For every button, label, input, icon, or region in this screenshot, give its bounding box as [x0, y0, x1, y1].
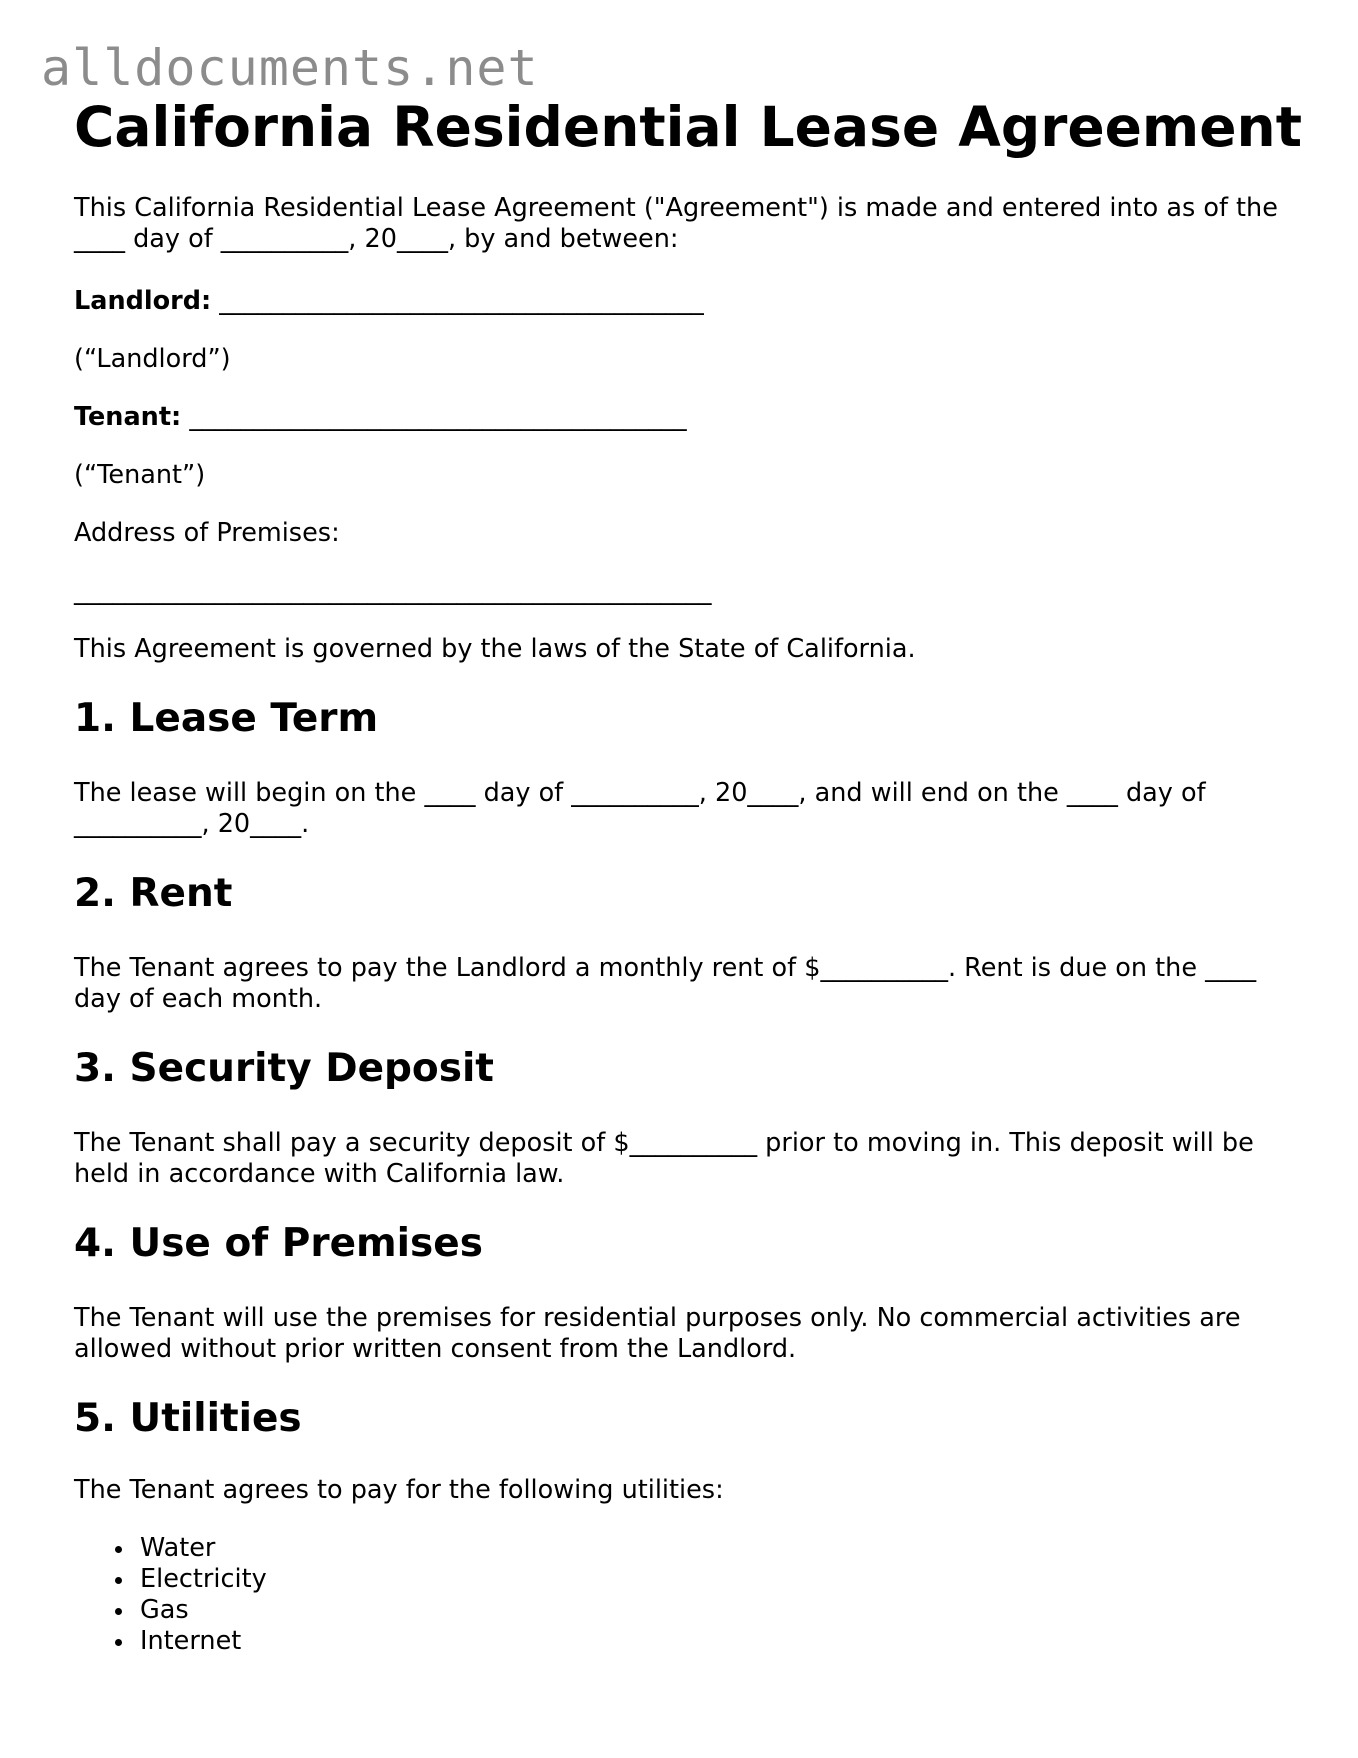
section-heading-use-of-premises: 4. Use of Premises: [74, 1221, 483, 1266]
list-item: Internet: [140, 1626, 267, 1657]
landlord-label: Landlord:: [74, 286, 212, 316]
section-body-security-deposit: The Tenant shall pay a security deposit of $__________ prior to moving in. This deposit will be held in accordance with California law.: [74, 1128, 1254, 1189]
section-heading-security-deposit: 3. Security Deposit: [74, 1046, 494, 1091]
premises-blank: __________________________________________________: [74, 576, 712, 606]
section-heading-lease-term: 1. Lease Term: [74, 696, 379, 741]
utilities-list: [74, 1533, 267, 1657]
section-heading-rent: 2. Rent: [74, 871, 233, 916]
tenant-line: [74, 402, 1294, 433]
list-item: Gas: [140, 1595, 267, 1626]
landlord-line: [74, 286, 1294, 317]
premises-label: Address of Premises:: [74, 518, 340, 548]
intro-paragraph: This California Residential Lease Agreement ("Agreement") is made and entered into as of the ____ day of __________, 20____, by and between:: [74, 193, 1278, 254]
watermark: alldocuments.net: [41, 39, 539, 97]
landlord-designation: (“Landlord”): [74, 344, 231, 374]
tenant-designation: (“Tenant”): [74, 460, 206, 490]
landlord-blank: ______________________________________: [211, 286, 704, 316]
section-body-lease-term: The lease will begin on the ____ day of __________, 20____, and will end on the ____ day of __________, 20____.: [74, 778, 1206, 839]
tenant-label: Tenant:: [74, 402, 182, 432]
section-body-utilities: The Tenant agrees to pay for the following utilities:: [74, 1475, 724, 1505]
tenant-blank: _______________________________________: [181, 402, 687, 432]
list-item: Water: [140, 1533, 267, 1564]
section-heading-utilities: 5. Utilities: [74, 1396, 302, 1441]
section-body-rent: The Tenant agrees to pay the Landlord a monthly rent of $__________. Rent is due on the ____ day of each month.: [74, 953, 1257, 1014]
document-title: California Residential Lease Agreement: [74, 95, 1302, 159]
section-body-use-of-premises: The Tenant will use the premises for residential purposes only. No commercial activities are allowed without prior written consent from the Landlord.: [74, 1303, 1241, 1364]
governing-law-paragraph: This Agreement is governed by the laws of the State of California.: [74, 634, 916, 664]
list-item: Electricity: [140, 1564, 267, 1594]
